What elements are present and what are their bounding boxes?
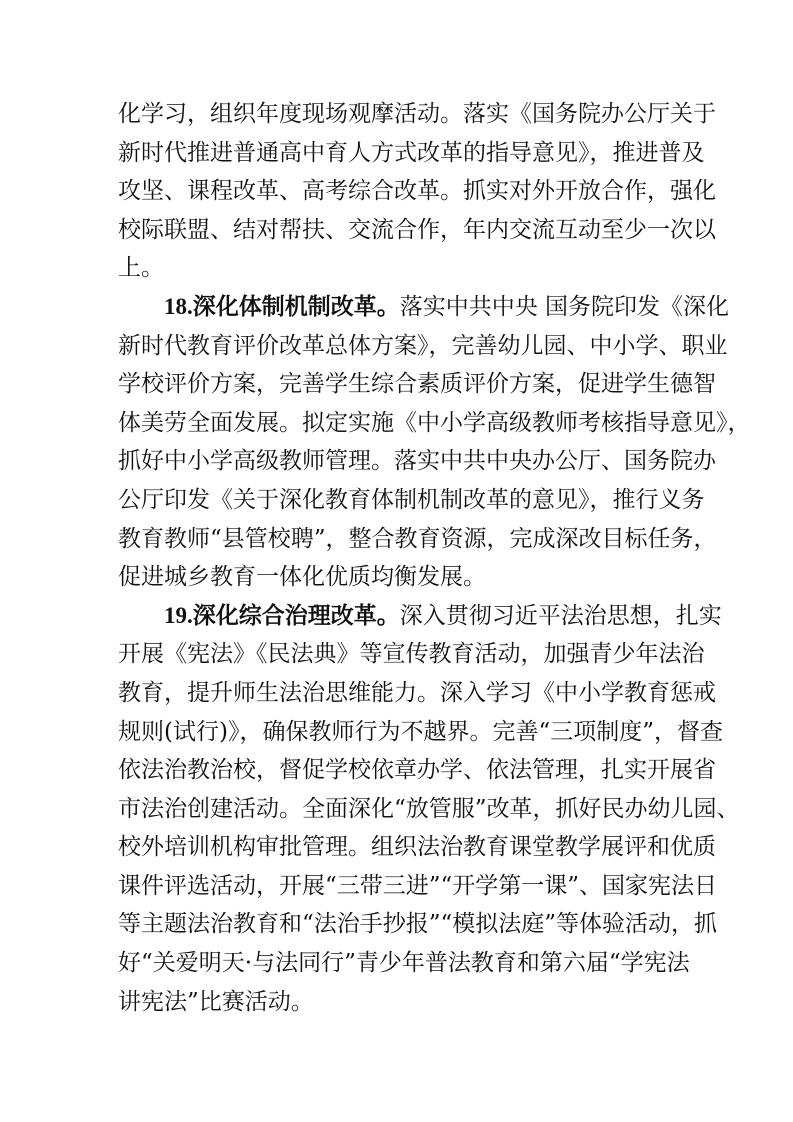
text-line: 化学习，组织年度现场观摩活动。落实《国务院办公厅关于 (118, 101, 716, 127)
section-heading-19: 19.深化综合治理改革。 (164, 602, 400, 628)
text-line: 市法治创建活动。全面深化“放管服”改革，抓好民办幼儿园、 (118, 795, 740, 822)
text-line: 新时代推进普通高中育人方式改革的指导意见》，推进普及 (118, 139, 705, 166)
text-line: 校外培训机构审批管理。组织法治教育课堂教学展评和优质 (118, 834, 716, 861)
text-line: 好“关爱明天·与法同行”青少年普法教育和第六届“学宪法 (118, 950, 690, 977)
text-line: 上。 (118, 255, 164, 282)
text-line: 校际联盟、结对帮扶、交流合作，年内交流互动至少一次以 (118, 216, 716, 243)
document-body (118, 95, 751, 1021)
section-18-first-line (118, 288, 730, 327)
text-line: 教育，提升师生法治思维能力。深入学习《中小学教育惩戒 (118, 679, 716, 706)
text-line: 学校评价方案，完善学生综合素质评价方案，促进学生德智 (118, 371, 716, 398)
text-line: 等主题法治教育和“法治手抄报”“模拟法庭”等体验活动，抓 (118, 911, 718, 938)
text-line: 攻坚、课程改革、高考综合改革。抓实对外开放合作，强化 (118, 178, 716, 205)
section-heading-18: 18.深化体制机制改革。 (164, 293, 400, 319)
text-line: 开展《宪法》《民法典》等宣传教育活动，加强青少年法治 (118, 641, 705, 668)
text-line: 规则(试行)》，确保教师行为不越界。完善“三项制度”，督查 (118, 718, 723, 745)
text-line: 依法治教治校，督促学校依章办学、依法管理，扎实开展省 (118, 757, 716, 784)
text-span: 深入贯彻习近平法治思想，扎实 (399, 602, 722, 629)
text-line: 课件评选活动，开展“三带三进”“开学第一课”、国家宪法日 (118, 872, 718, 899)
text-line: 促进城乡教育一体化优质均衡发展。 (118, 564, 486, 591)
text-line: 公厅印发《关于深化教育体制机制改革的意见》，推行义务 (118, 486, 705, 513)
section-19-first-line (118, 597, 722, 636)
text-line: 教育教师“县管校聘”，整合教育资源，完成深改目标任务， (118, 525, 717, 552)
text-span: 落实中共中央 国务院印发《深化 (399, 293, 730, 320)
text-line: 抓好中小学高级教师管理。落实中共中央办公厅、国务院办 (118, 448, 716, 475)
text-line: 新时代教育评价改革总体方案》，完善幼儿园、中小学、职业 (118, 332, 728, 359)
text-line: 体美劳全面发展。拟定实施《中小学高级教师考核指导意见》， (118, 409, 751, 436)
text-line: 讲宪法”比赛活动。 (118, 988, 314, 1015)
